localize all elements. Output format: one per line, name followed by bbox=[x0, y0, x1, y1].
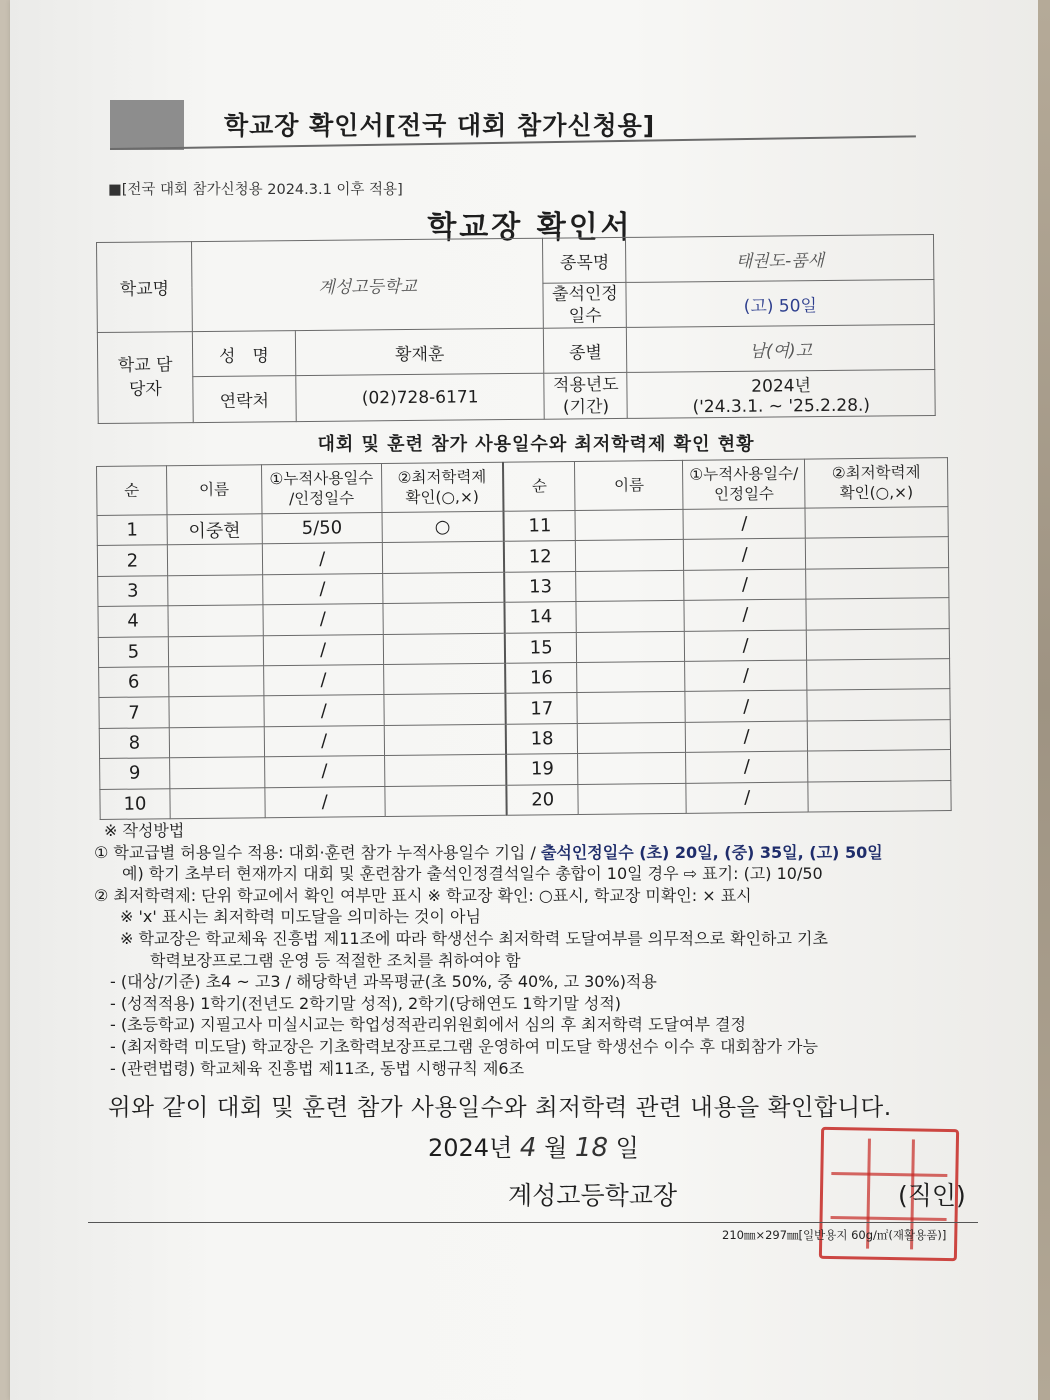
gender-label: 종별 bbox=[544, 327, 627, 373]
athlete-name bbox=[576, 570, 684, 602]
min-academic-check bbox=[806, 567, 949, 599]
row-number: 4 bbox=[98, 606, 168, 637]
row-number: 19 bbox=[506, 754, 578, 785]
row-number: 9 bbox=[100, 758, 170, 789]
attendance-value: (고) 50일 bbox=[626, 279, 934, 327]
row-number: 1 bbox=[97, 515, 167, 546]
row-number: 17 bbox=[505, 693, 577, 724]
min-academic-check bbox=[806, 598, 949, 630]
row-number: 12 bbox=[504, 541, 576, 572]
min-academic-check bbox=[805, 537, 948, 569]
min-academic-check: ○ bbox=[382, 511, 504, 543]
athlete-name bbox=[575, 509, 683, 541]
paper-spec: 210㎜×297㎜[일반용지 60g/㎡(재활용품)] bbox=[722, 1228, 947, 1242]
days-used: / bbox=[685, 690, 807, 722]
principal-name: 계성고등학교장 bbox=[508, 1181, 678, 1210]
row-number: 11 bbox=[504, 510, 576, 541]
days-used: / bbox=[686, 782, 808, 814]
row-number: 15 bbox=[505, 632, 577, 663]
col-header-check: ②최저학력제 확인(○,×) bbox=[805, 458, 948, 508]
period-label: 적용년도 (기간) bbox=[544, 372, 627, 419]
contact-person-label: 학교 담당자 bbox=[97, 332, 193, 424]
event-value: 태권도-품새 bbox=[626, 234, 934, 282]
col-header-no: 순 bbox=[97, 466, 167, 516]
period-year: 2024년 bbox=[751, 376, 812, 397]
days-used: / bbox=[686, 751, 808, 783]
min-academic-check bbox=[383, 602, 505, 634]
banner-title: 학교장 확인서[전국 대회 참가신청용] bbox=[224, 111, 656, 140]
athlete-name bbox=[578, 783, 686, 815]
row-number: 6 bbox=[99, 667, 169, 698]
min-academic-check bbox=[805, 507, 948, 539]
min-academic-check bbox=[382, 542, 504, 574]
days-used: / bbox=[264, 756, 384, 788]
athlete-name bbox=[168, 635, 263, 666]
instruction-line: ② 최저학력제: 단위 학교에서 확인 여부만 표시 ※ 학교장 확인: ○표시, 학교장 미확인: × 표시 bbox=[94, 885, 752, 905]
issue-date: 2024년 4 월 18 일 bbox=[428, 1133, 639, 1163]
instruction-line: ※ 학교장은 학교체육 진흥법 제11조에 따라 학생선수 최저학력 도달여부를 의무적으로 확인하고 기초 bbox=[120, 928, 828, 948]
row-number: 5 bbox=[98, 636, 168, 667]
instruction-line: 예) 학기 초부터 현재까지 대회 및 훈련참가 출석인정결석일수 총합이 10일 경우 ⇨ 표기: (고) 10/50 bbox=[122, 864, 823, 884]
row-number: 2 bbox=[97, 545, 167, 576]
col-header-name: 이름 bbox=[575, 460, 683, 510]
confirmation-statement: 위와 같이 대회 및 훈련 참가 사용일수와 최저학력 관련 내용을 확인합니다. bbox=[108, 1093, 892, 1121]
days-used: / bbox=[262, 543, 382, 575]
days-used: 5/50 bbox=[262, 513, 382, 545]
days-used: / bbox=[263, 634, 383, 666]
days-used: / bbox=[684, 538, 806, 570]
col-header-no: 순 bbox=[503, 461, 575, 511]
row-number: 14 bbox=[504, 602, 576, 633]
min-academic-check bbox=[808, 750, 951, 782]
seal-label: (직인) bbox=[898, 1181, 966, 1210]
min-academic-check bbox=[808, 780, 951, 812]
attendance-label: 출석인정 일수 bbox=[543, 282, 626, 328]
event-label: 종목명 bbox=[543, 237, 626, 283]
instruction-line: - (초등학교) 지필고사 미실시교는 학업성적관리위원회에서 심의 후 최저학력 도달여부 결정 bbox=[110, 1015, 746, 1035]
row-number: 7 bbox=[99, 697, 169, 728]
min-academic-check bbox=[383, 663, 505, 695]
col-header-days: ①누적사용일수 /인정일수 bbox=[261, 464, 381, 514]
athlete-name bbox=[168, 575, 263, 606]
col-header-check: ②최저학력제 확인(○,×) bbox=[381, 462, 503, 512]
athlete-name bbox=[578, 722, 686, 754]
instruction-line: - (최저학력 미도달) 학교장은 기초학력보장프로그램 운영하여 미도달 학생선수 이수 후 대회참가 가능 bbox=[110, 1036, 818, 1056]
min-academic-check bbox=[807, 689, 950, 721]
min-academic-check bbox=[384, 724, 506, 756]
min-academic-check bbox=[807, 719, 950, 751]
roster-section-title: 대회 및 훈련 참가 사용일수와 최저학력제 확인 현황 bbox=[317, 434, 755, 455]
min-academic-check bbox=[384, 754, 506, 786]
days-used: / bbox=[265, 786, 385, 818]
athlete-name bbox=[577, 631, 685, 663]
header-gray-block bbox=[110, 100, 184, 150]
min-academic-check bbox=[806, 628, 949, 660]
athlete-name bbox=[169, 666, 264, 697]
days-used: / bbox=[264, 725, 384, 757]
instruction-line: ※ 'x' 표시는 최저학력 미도달을 의미하는 것이 아님 bbox=[120, 907, 481, 927]
row-number: 16 bbox=[505, 662, 577, 693]
athlete-name bbox=[169, 696, 264, 727]
days-used: / bbox=[684, 569, 806, 601]
col-header-name: 이름 bbox=[166, 465, 261, 515]
row-number: 13 bbox=[504, 571, 576, 602]
days-used: / bbox=[263, 604, 383, 636]
min-academic-check bbox=[807, 659, 950, 691]
document-title: 학교장 확인서 bbox=[427, 210, 633, 245]
min-academic-check bbox=[385, 785, 507, 817]
period-range: ('24.3.1. ~ '25.2.28.) bbox=[692, 395, 871, 418]
athlete-name bbox=[577, 692, 685, 724]
instructions bbox=[94, 820, 974, 1079]
row-number: 20 bbox=[506, 784, 578, 815]
name-value: 황재훈 bbox=[295, 328, 544, 375]
days-used: / bbox=[685, 630, 807, 662]
min-academic-check bbox=[383, 633, 505, 665]
row-number: 8 bbox=[99, 727, 169, 758]
athlete-name bbox=[578, 752, 686, 784]
instruction-line: ① 학교급별 허용일수 적용: 대회·훈련 참가 누적사용일수 기입 / 출석인정일수 (초) 20일, (중) 35일, (고) 50일 bbox=[94, 842, 883, 862]
phone-value: (02)728-6171 bbox=[296, 373, 545, 421]
footer-divider bbox=[88, 1222, 978, 1223]
name-label: 성 명 bbox=[192, 331, 295, 377]
school-info-table bbox=[96, 234, 936, 424]
row-number: 10 bbox=[100, 788, 170, 819]
athlete-name bbox=[169, 757, 264, 788]
col-header-days: ①누적사용일수/ 인정일수 bbox=[683, 459, 805, 509]
athlete-name bbox=[576, 601, 684, 633]
athlete-name bbox=[168, 605, 263, 636]
row-number: 3 bbox=[98, 576, 168, 607]
gender-value: 남(여)고 bbox=[627, 324, 935, 372]
school-name-value: 계성고등학교 bbox=[191, 238, 543, 331]
school-name-label: 학교명 bbox=[97, 242, 193, 333]
row-number: 18 bbox=[506, 723, 578, 754]
athlete-roster-table bbox=[96, 457, 952, 820]
period-value bbox=[627, 369, 935, 418]
days-used: / bbox=[684, 599, 806, 631]
days-used: / bbox=[686, 721, 808, 753]
days-used: / bbox=[683, 508, 805, 540]
days-used: / bbox=[264, 695, 384, 727]
applicability-note: ■[전국 대회 참가신청용 2024.3.1 이후 적용] bbox=[108, 182, 403, 198]
days-used: / bbox=[685, 660, 807, 692]
min-academic-check bbox=[384, 694, 506, 726]
instruction-line: - (성적적용) 1학기(전년도 2학기말 성적), 2학기(당해연도 1학기말 성적) bbox=[110, 993, 622, 1013]
days-used: / bbox=[262, 573, 382, 605]
athlete-name bbox=[170, 787, 265, 818]
athlete-name bbox=[169, 726, 264, 757]
athlete-name: 이중현 bbox=[167, 514, 262, 545]
instructions-heading: ※ 작성방법 bbox=[104, 821, 185, 840]
instruction-line: - (관련법령) 학교체육 진흥법 제11조, 동법 시행규칙 제6조 bbox=[110, 1058, 525, 1078]
phone-label: 연락처 bbox=[193, 376, 296, 423]
athlete-name bbox=[167, 544, 262, 575]
instruction-line: 학력보장프로그램 운영 등 적절한 조치를 취하여야 함 bbox=[150, 950, 521, 970]
instruction-line: - (대상/기준) 초4 ~ 고3 / 해당학년 과목평균(초 50%, 중 40%, 고 30%)적용 bbox=[110, 972, 657, 992]
min-academic-check bbox=[382, 572, 504, 604]
athlete-name bbox=[576, 540, 684, 572]
days-used: / bbox=[263, 664, 383, 696]
athlete-name bbox=[577, 661, 685, 693]
